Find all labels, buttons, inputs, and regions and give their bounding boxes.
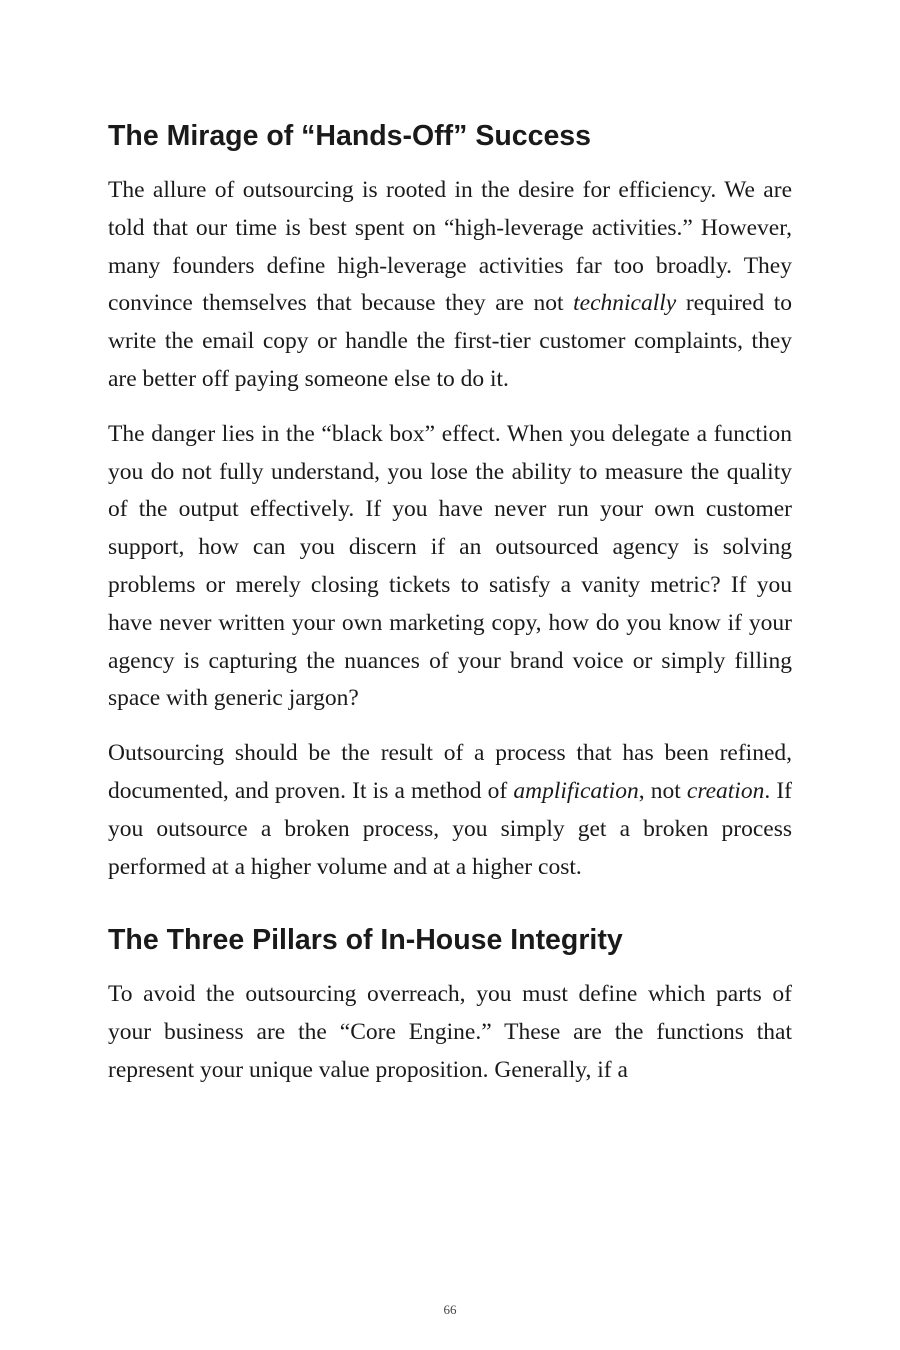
page-number: 66	[443, 1302, 457, 1317]
paragraph	[108, 416, 792, 718]
paragraph	[108, 976, 792, 1089]
italic-text-run: amplification	[513, 777, 639, 804]
text-run: Outsourcing should be the result of a process that has been refined, documented, and proven. It is a method of	[108, 740, 792, 804]
text-run: The danger lies in the “black box” effect. When you delegate a function you do not fully understand, you lose the ability to measure the quality of the output effectively. If you have never run your own customer support, how can you discern if an outsourced agency is solving problems or merely closing tickets to satisfy a vanity metric? If you have never written your own marketing copy, how do you know if your agency is capturing the nuances of your brand voice or simply filling space with generic jargon?	[108, 420, 792, 712]
italic-text-run: creation	[686, 777, 765, 804]
text-run: The allure of outsourcing is rooted in the desire for efficiency. We are told that our time is best spent on “high-leverage activities.” However, many founders define high-leverage activities far too broadly. They convince themselves that because they are not	[108, 177, 792, 317]
section-heading: The Three Pillars of In-House Integrity	[108, 924, 623, 957]
text-run: required to write the email copy or handle the first-tier customer complaints, they are better off paying someone else to do it.	[108, 290, 792, 392]
page-content	[108, 114, 792, 1107]
paragraph	[108, 735, 792, 886]
text-run: , not	[638, 777, 687, 804]
section-heading: The Mirage of “Hands-Off” Success	[108, 120, 592, 152]
text-run: To avoid the outsourcing overreach, you must define which parts of your business are the “Core Engine.” These are the functions that represent your unique value proposition. Generally, if a	[108, 981, 792, 1083]
paragraph	[108, 172, 792, 399]
italic-text-run: technically	[573, 290, 677, 317]
text-run: . If you outsource a broken process, you simply get a broken process performed at a higher volume and at a higher cost.	[108, 777, 793, 880]
